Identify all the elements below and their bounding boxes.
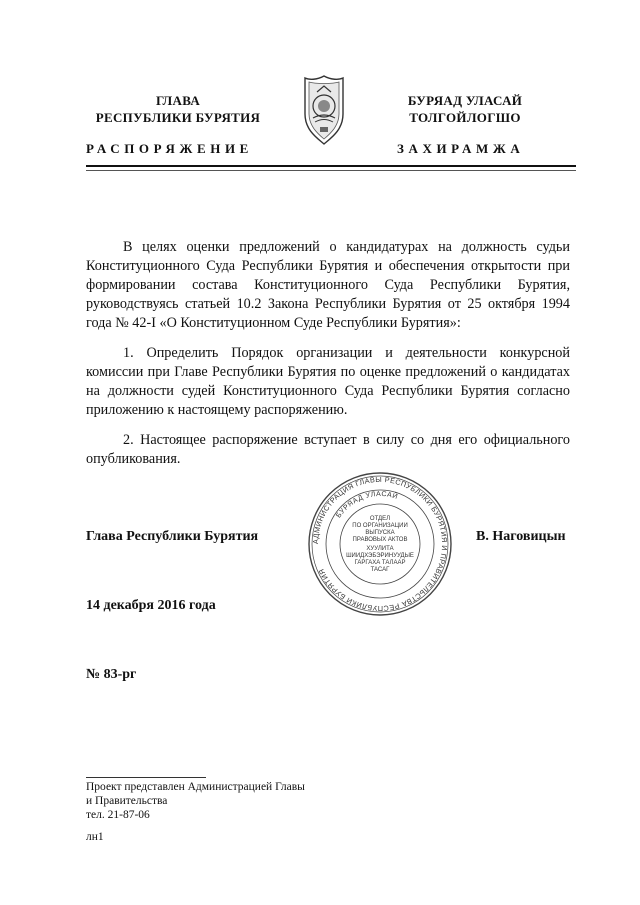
official-stamp [306,470,454,618]
stamp-center-line: ОТДЕЛ [369,516,391,522]
stamp-center-line: ХУУЛИТА [366,546,394,552]
stamp-center-line: ГАРГАХА ТАЛААР [354,560,406,566]
header-right [365,92,565,126]
stamp-center-line: ШИИДХЭБЭРИНУУДЫЕ [346,553,414,559]
header-divider-thick [86,165,576,167]
stamp-center-line: ПРАВОВЫХ АКТОВ [352,537,408,543]
document-date: 14 декабря 2016 года [86,598,216,613]
header-right-line1: БУРЯАД УЛАСАЙ [407,93,523,108]
stamp-center-line: ТАСАГ [370,567,390,573]
footer-phone: тел. 21-87-06 [86,809,150,821]
signatory-title: Глава Республики Бурятия [86,529,259,544]
coat-of-arms-emblem [297,74,351,146]
clause-1-paragraph: 1. Определить Порядок организации и деятельности конкурсной комиссии при Главе Республики Бурятия по оценке предложений о кандидатах на должности судей Конституционного Суда Республики Бурятия согласно приложению к настоящему распоряжению. [86,345,570,418]
document-number: № 83-рг [86,667,137,682]
stamp-center-line: ПО ОРГАНИЗАЦИИ [352,523,408,529]
clause-2-paragraph: 2. Настоящее распоряжение вступает в силу со дня его официального опубликования. [86,432,570,467]
order-title-russian: РАСПОРЯЖЕНИЕ [86,141,253,156]
preamble-paragraph: В целях оценки предложений о кандидатурах на должность судьи Конституционного Суда Республики Бурятия и обеспечения открытости при формировании состава Конституционного Суда Республики Бурятия, руководствуясь статьей 10.2 Закона Республики Бурятия от 25 октября 1994 года № 42-I «О Конституционном Суде Республики Бурятия»: [86,239,570,331]
signatory-name: В. Наговицын [476,529,566,544]
stamp-inner-text: БУРЯАД УЛАСАЙ [335,490,399,520]
header-divider-thin [86,170,576,171]
header-left-line1: ГЛАВА [155,93,201,108]
header-left-line2: РЕСПУБЛИКИ БУРЯТИЯ [95,110,261,125]
footer-line-1: Проект представлен Администрацией Главы [86,781,305,793]
header-right-line2: ТОЛГОЙЛОГШО [409,110,521,125]
footer-line-2: и Правительства [86,795,168,807]
stamp-center-line: ВЫПУСКА [365,530,395,536]
header-left [78,92,278,126]
footer-code: лн1 [86,831,104,843]
order-title-buryat: ЗАХИРАМЖА [397,141,525,156]
footer-divider [86,777,206,778]
stamp-outer-text: АДМИНИСТРАЦИЯ ГЛАВЫ РЕСПУБЛИКИ БУРЯТИЯ И ПРАВИТЕЛЬСТВА РЕСПУБЛИКИ БУРЯТИЯ [310,474,450,614]
